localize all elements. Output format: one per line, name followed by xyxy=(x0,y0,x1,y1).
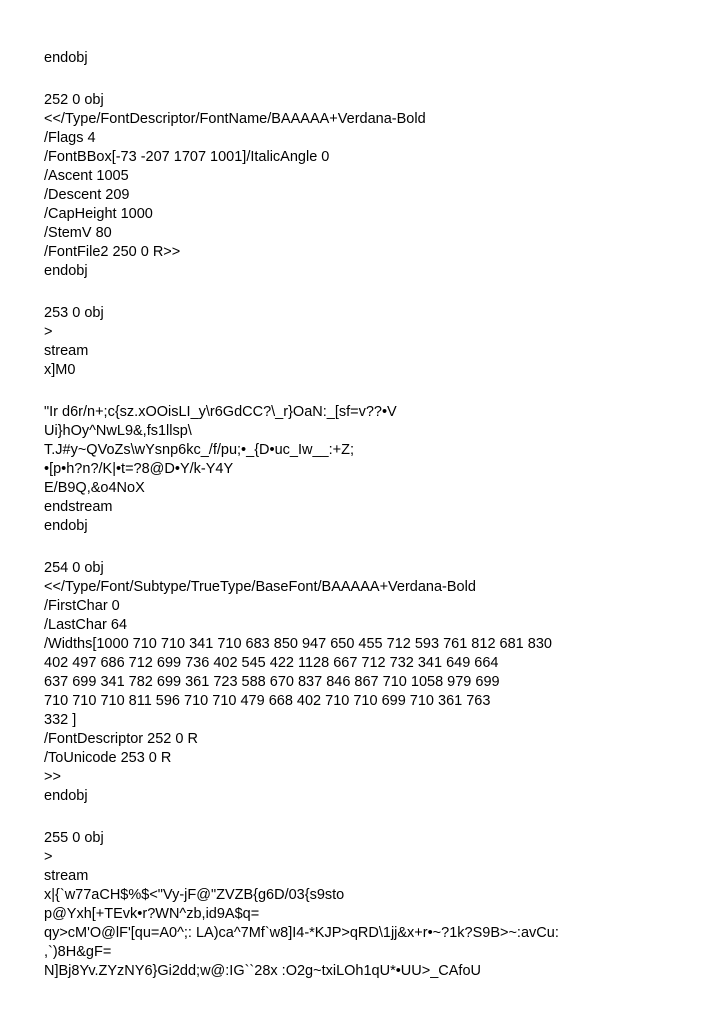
text-line: /Ascent 1005 xyxy=(44,168,129,184)
text-line: qy>cM'O@lF'[qu=A0^;: LA)ca^7Mf`w8]I4-*KJP>qRD\1jj&x+r•~?1k?S9B>~:avCu: xyxy=(44,925,559,941)
text-line: >> xyxy=(44,769,61,785)
text-line: /CapHeight 1000 xyxy=(44,206,153,222)
text-line: x]M0 xyxy=(44,362,76,378)
text-line: 402 497 686 712 699 736 402 545 422 1128 667 712 732 341 649 664 xyxy=(44,655,499,671)
text-line: /FontBBox[-73 -207 1707 1001]/ItalicAngle 0 xyxy=(44,149,330,165)
text-line: stream xyxy=(44,868,89,884)
text-line: p@Yxh[+TEvk•r?WN^zb,id9A$q= xyxy=(44,906,260,922)
text-line: endobj xyxy=(44,263,88,279)
text-line: endobj xyxy=(44,788,88,804)
text-line: stream xyxy=(44,343,89,359)
text-line: x|{`w77aCH$%$<"Vy-jF@"ZVZB{g6D/03{s9sto xyxy=(44,887,345,903)
text-line: /FirstChar 0 xyxy=(44,598,120,614)
text-line: <</Type/Font/Subtype/TrueType/BaseFont/BAAAAA+Verdana-Bold xyxy=(44,579,476,595)
text-line: /StemV 80 xyxy=(44,225,112,241)
text-line: endobj xyxy=(44,50,88,66)
text-line: /Widths[1000 710 710 341 710 683 850 947 650 455 712 593 761 812 681 830 xyxy=(44,636,552,652)
text-line: N]Bj8Yv.ZYzNY6}Gi2dd;w@:IG``28x :O2g~txiLOh1qU*•UU>_CAfoU xyxy=(44,963,481,979)
text-line: 252 0 obj xyxy=(44,92,104,108)
text-line: endobj xyxy=(44,518,88,534)
text-line: ,`)8H&gF= xyxy=(44,944,112,960)
text-line: /Flags 4 xyxy=(44,130,96,146)
text-line: 253 0 obj xyxy=(44,305,104,321)
text-line: 254 0 obj xyxy=(44,560,104,576)
text-line: 710 710 710 811 596 710 710 479 668 402 710 710 699 710 361 763 xyxy=(44,693,491,709)
text-line: <</Type/FontDescriptor/FontName/BAAAAA+Verdana-Bold xyxy=(44,111,426,127)
text-line: 332 ] xyxy=(44,712,77,728)
text-line: > xyxy=(44,849,53,865)
text-line: /FontFile2 250 0 R>> xyxy=(44,244,181,260)
text-line: endstream xyxy=(44,499,113,515)
text-line: > xyxy=(44,324,53,340)
text-line: "Ir d6r/n+;c{sz.xOOisLI_y\r6GdCC?\_r}OaN:_[sf=v??•V xyxy=(44,404,397,420)
text-line: E/B9Q,&o4NoX xyxy=(44,480,145,496)
text-line: •[p•h?n?/K|•t=?8@D•Y/k-Y4Y xyxy=(44,461,234,477)
text-line: /ToUnicode 253 0 R xyxy=(44,750,172,766)
text-line: /Descent 209 xyxy=(44,187,130,203)
text-line: 637 699 341 782 699 361 723 588 670 837 846 867 710 1058 979 699 xyxy=(44,674,500,690)
text-line: /FontDescriptor 252 0 R xyxy=(44,731,198,747)
text-line: /LastChar 64 xyxy=(44,617,128,633)
text-line: Ui}hOy^NwL9&,fs1llsp\ xyxy=(44,423,192,439)
text-line: T.J#y~QVoZs\wYsnp6kc_/f/pu;•_{D•uc_Iw__:+Z; xyxy=(44,442,354,458)
text-line: 255 0 obj xyxy=(44,830,104,846)
